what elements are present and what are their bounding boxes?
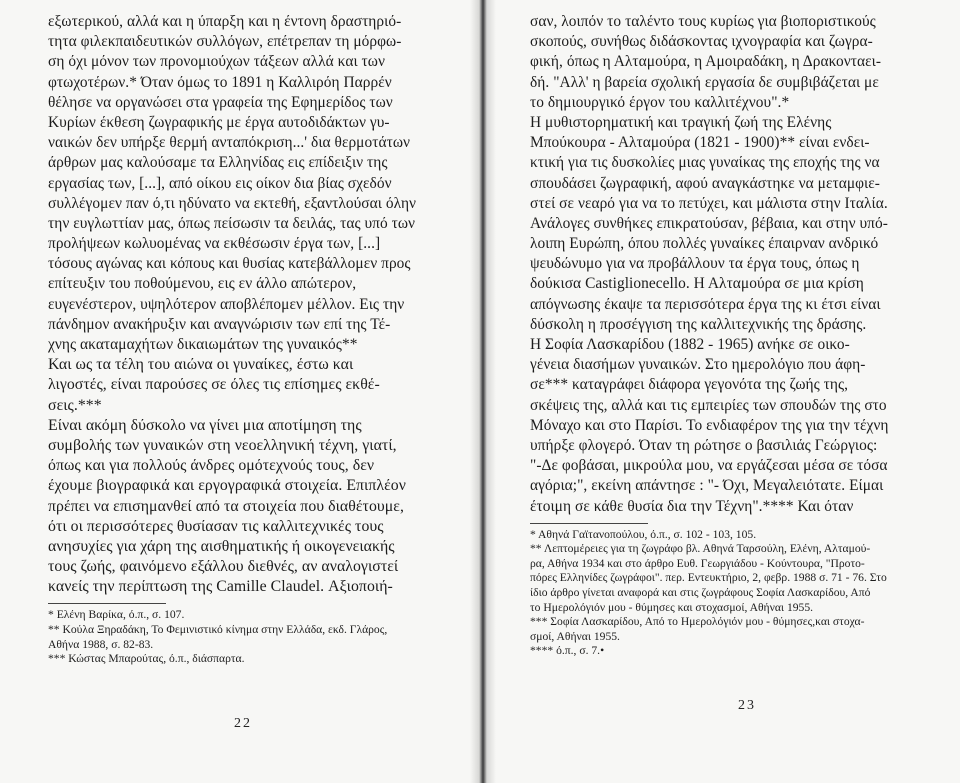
- body-line: πάνδημον ανακήρυξιν και αναγνώρισιν των επί της Τέ-: [48, 315, 391, 333]
- body-line: σε*** καταγράφει διάφορα γεγονότα της ζωής της,: [530, 376, 849, 394]
- body-line: σεις.***: [48, 396, 102, 414]
- body-line: φτωχοτέρων.* Όταν όμως το 1891 η Καλλιρόη Παρρέν: [48, 73, 392, 91]
- body-line: ότι οι περισσότερες θυσίασαν τις καλλιτεχνικές τους: [48, 517, 384, 535]
- footnote: το Ημερολόγιόν μου - θύμησες και στοχασμοί, Αθήναι 1955.: [530, 600, 814, 614]
- body-line: στεί σε νεαρό για να το πετύχει, και μάλιστα στην Ιταλία.: [530, 194, 888, 212]
- left-page-footnotes: [48, 608, 458, 666]
- body-line: Κυρίων έκθεση ζωγραφικής με έργα αυτοδιδάκτων γυ-: [48, 113, 390, 131]
- body-line: δύσκολη η προσέγγιση της καλλιτεχνικής της δράσης.: [530, 315, 867, 333]
- body-line: Μόναχο και στο Παρίσι. Το ενδιαφέρον της για την τέχνη: [530, 416, 889, 434]
- body-line: συμβολής των γυναικών στη νεοελληνική τέχνη, γιατί,: [48, 436, 397, 454]
- left-page-body: [48, 12, 458, 597]
- body-line: υπήρξε φλογερό. Όταν τη ρώτησε ο βασιλιάς Γεώργιος:: [530, 436, 878, 454]
- footnote: *** Κώστας Μπαρούτας, ό.π., διάσπαρτα.: [48, 652, 245, 666]
- body-line: Ανάλογες συνθήκες επικρατούσαν, βέβαια, και στην υπό-: [530, 214, 888, 232]
- footnote: ** Λεπτομέρειες για τη ζωγράφο βλ. Αθηνά Ταρσούλη, Ελένη, Αλταμού-: [530, 542, 871, 556]
- footnote: Αθήνα 1988, σ. 82-83.: [48, 637, 154, 651]
- body-line: έχουμε βιογραφικά και εργογραφικά στοιχεία. Επιπλέον: [48, 477, 406, 495]
- footnote: ίδιο άρθρο γίνεται αναφορά και στις ζωγράφους Σοφία Λασκαρίδου, Από: [530, 586, 871, 600]
- footnote: **** ό.π., σ. 7.•: [530, 644, 605, 658]
- body-line: σκέψεις της, αλλά και τις εμπειρίες των σπουδών της στο: [530, 396, 887, 414]
- footnote: * Ελένη Βαρίκα, ό.π., σ. 107.: [48, 608, 185, 622]
- left-page-text-column: [48, 12, 458, 667]
- body-line: ευγενέστερον, υψηλότερον αποβλέπομεν μέλλον. Εις την: [48, 295, 405, 313]
- footnote: σμοί, Αθήναι 1955.: [530, 629, 620, 643]
- body-line: σαν, λοιπόν το ταλέντο τους κυρίως για βιοποριστικούς: [530, 13, 876, 30]
- footnote: ρα, Αθήνα 1934 και στο άρθρο Ευθ. Γεωργιάδου - Κούντουρα, "Προτο-: [530, 556, 865, 570]
- footnote: *** Σοφία Λασκαρίδου, Από το Ημερολόγιόν μου - θύμησες,και στοχα-: [530, 615, 865, 629]
- body-line: δούκισα Castiglionecello. Η Αλταμούρα σε μια κρίση: [530, 275, 864, 293]
- body-line: τητα φιλεκπαιδευτικών συλλόγων, επέτρεπαν τη μόρφω-: [48, 33, 402, 51]
- body-line: Η μυθιστορηματική και τραγική ζωή της Ελένης: [530, 113, 832, 131]
- body-line: φική, όπως η Αλταμούρα, η Αμοιραδάκη, η Δρακονταει-: [530, 53, 882, 71]
- body-line: αγόρια;", εκείνη απάντησε : "- Όχι, Μεγαλειότατε. Είμαι: [530, 477, 884, 495]
- body-line: ανησυχίες για χάρη της αισθηματικής ή οικογενειακής: [48, 537, 395, 555]
- page-number-right: 23: [738, 698, 756, 713]
- body-line: σπουδάσει ζωγραφική, αφού αναγκάστηκε να μεταμφιε-: [530, 174, 880, 192]
- body-line: Και ως τα τέλη του αιώνα οι γυναίκες, έστω και: [48, 356, 354, 374]
- footnote: * Αθηνά Γαϊτανοπούλου, ό.π., σ. 102 - 103, 105.: [530, 527, 757, 541]
- body-line: δή. "Αλλ' η βαρεία σχολική εργασία δε συμβιβάζεται με: [530, 73, 879, 91]
- book-gutter: [470, 0, 496, 783]
- body-line: εργασίας των, [...], από οίκου εις οίκον δια βίας σχεδόν: [48, 174, 392, 192]
- body-line: θέλησε να οργανώσει στα γραφεία της Εφημερίδος των: [48, 93, 393, 111]
- body-line: πρέπει να επισημανθεί από τα στοιχεία που διαθέτουμε,: [48, 497, 404, 515]
- right-page-body: [530, 12, 934, 517]
- body-line: γένεια διασήμων γυναικών. Στο ημερολόγιο που άφη-: [530, 356, 866, 374]
- footnote: ** Κούλα Ξηραδάκη, Το Φεμινιστικό κίνημα στην Ελλάδα, εκδ. Γλάρος,: [48, 623, 388, 637]
- left-page: [0, 0, 470, 783]
- body-line: ναικών δεν υπήρξε θερμή ανταπόκριση...' δια θερμοτάτων: [48, 134, 411, 152]
- page-number-left: 22: [234, 716, 252, 731]
- body-line: κτική για τις δυσκολίες μιας γυναίκας της εποχής της να: [530, 154, 880, 172]
- right-page-footnotes: [530, 528, 934, 659]
- body-line: σκοπούς, συνήθως διδάσκοντας ιχνογραφία και ζωγρα-: [530, 33, 873, 51]
- footnote-divider: [48, 603, 166, 604]
- body-line: κανείς την περίπτωση της Camille Claudel. Αξιοποιή-: [48, 578, 393, 596]
- body-line: τους ζωής, φαινόμενο εξάλλου διεθνές, αν αναλογιστεί: [48, 558, 399, 576]
- body-line: άρθρων μας καλούσαμε τα Ελληνίδας εις επίδειξιν της: [48, 154, 388, 172]
- right-page: [496, 0, 960, 783]
- body-line: ψευδώνυμο για να προβάλλουν τα έργα τους, όπως η: [530, 255, 860, 273]
- body-line: Μπούκουρα - Αλταμούρα (1821 - 1900)** είναι ενδει-: [530, 134, 870, 152]
- body-line: εξωτερικού, αλλά και η ύπαρξη και η έντονη δραστηριό-: [48, 13, 402, 30]
- body-line: απόγνωσης έκαψε τα περισσότερα έργα της κι έτσι είναι: [530, 295, 881, 313]
- body-line: προλήψεων κωλυομένας να εκθέσωσιν έργα των, [...]: [48, 235, 381, 253]
- body-line: λοιπη Ευρώπη, όπου πολλές γυναίκες έπαιρναν ανδρικό: [530, 235, 879, 253]
- footnote-divider: [530, 523, 648, 524]
- body-line: "-Δε φοβάσαι, μικρούλα μου, να εργάζεσαι μέσα σε τόσα: [530, 457, 888, 475]
- body-line: έτοιμη σε κάθε θυσία δια την Τέχνη".**** Και όταν: [530, 497, 854, 515]
- right-page-text-column: [530, 12, 934, 659]
- body-line: επίτευξιν του ποθούμενου, εις εν άλλο απώτερον,: [48, 275, 357, 293]
- body-line: όπως και για πολλούς άνδρες ομότεχνούς τους, δεν: [48, 457, 375, 475]
- footnote: πόρες Ελληνίδες ζωγράφοι". περ. Εντευκτήριο, 2, φεβρ. 1988 σ. 71 - 76. Στο: [530, 571, 887, 585]
- body-line: ση όχι μόνον των προνομιούχων τάξεων αλλά και των: [48, 53, 385, 71]
- body-line: συλλέγομεν παν ό,τι ηδύνατο να εκτεθή, εξαντλούσαι όλην: [48, 194, 417, 212]
- body-line: το δημιουργικό έργον του καλλιτέχνου".*: [530, 93, 790, 111]
- body-line: λιγοστές, είναι παρούσες σε όλες τις επίσημες εκθέ-: [48, 376, 380, 394]
- body-line: Η Σοφία Λασκαρίδου (1882 - 1965) ανήκε σε οικο-: [530, 336, 850, 353]
- body-line: την ευγλωττίαν μας, όπως πείσωσιν τα δειλάς, τας υπό των: [48, 214, 416, 232]
- body-line: Είναι ακόμη δύσκολο να γίνει μια αποτίμηση της: [48, 416, 362, 434]
- body-line: τόσους αγώνας και κόπους και θυσίας κατεβάλλομεν προς: [48, 255, 411, 273]
- body-line: χνης ακαταμαχήτων δικαιωμάτων της γυναικός**: [48, 336, 358, 353]
